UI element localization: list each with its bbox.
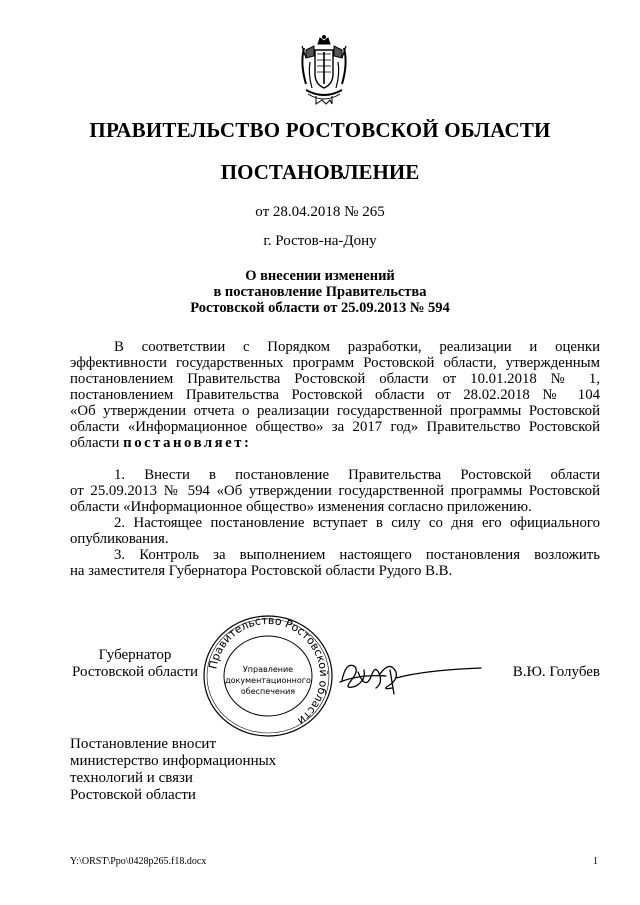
stamp-ring-text: Правительство Ростовской области [206,614,331,728]
signatory-title-line: Ростовской области [72,664,198,680]
stamp-inner-line: документационного [225,676,311,685]
prepared-by [70,736,276,804]
official-stamp [202,614,334,738]
prepared-by-line: Ростовской области [70,787,196,803]
preamble-line: «Об утверждении отчета о реализации государственной программы Ростовской [70,403,600,419]
item-line: от 25.09.2013 № 594 «Об утверждении государственной программы Ростовской [70,483,600,499]
stamp-inner-line: обеспечения [240,687,296,696]
item-line: 3. Контроль за выполнением настоящего постановления возложить [114,547,600,563]
city: г. Ростов-на-Дону [263,233,377,249]
preamble-line: В соответствии с Порядком разработки, реализации и оценки [114,339,600,355]
coat-of-arms-icon [296,34,352,106]
signatory-title [70,647,200,681]
item-line: опубликования. [70,531,169,547]
signatory-name: В.Ю. Голубев [512,664,600,680]
preamble-line: эффективности государственных программ Ростовской области, утвержденным [70,355,600,371]
preamble-line-prefix: области [70,435,124,451]
preamble-line: постановлением Правительства Ростовской области от 28.02.2018 № 104 [70,387,600,403]
decree-items [70,467,600,579]
prepared-by-line: технологий и связи [70,770,193,786]
subject-line: в постановление Правительства [213,284,427,300]
file-path: Y:\ORST\Ppo\0428p265.f18.docx [70,856,207,867]
item-line: 2. Настоящее постановление вступает в силу со дня его официального [114,515,600,531]
subject-line: О внесении изменений [245,268,395,284]
signatory-title-line: Губернатор [98,647,172,663]
handwritten-signature [336,652,486,698]
prepared-by-line: министерство информационных [70,753,277,769]
item-line: 1. Внести в постановление Правительства Ростовской области [114,467,600,483]
government-title: ПРАВИТЕЛЬСТВО РОСТОВСКОЙ ОБЛАСТИ [89,118,551,142]
item-line: на заместителя Губернатора Ростовской области Рудого В.В. [70,563,453,579]
preamble-last-line [70,435,600,451]
stamp-inner-line: Управление [242,665,294,674]
preamble-paragraph [70,339,600,451]
document-type: ПОСТАНОВЛЕНИЕ [220,160,420,184]
preamble-line: области «Информационное общество» за 2017 год» Правительство Ростовской [70,419,600,435]
page-number: 1 [593,856,598,867]
subject-line: Ростовской области от 25.09.2013 № 594 [190,300,450,316]
document-subject [0,268,640,316]
prepared-by-line: Постановление вносит [70,736,217,752]
preamble-line: постановлением Правительства Ростовской области от 10.01.2018 № 1, [70,371,600,387]
item-line: области «Информационное общество» изменения согласно приложению. [70,499,532,515]
date-number: от 28.04.2018 № 265 [255,204,385,220]
decree-word: постановляет: [123,435,252,451]
